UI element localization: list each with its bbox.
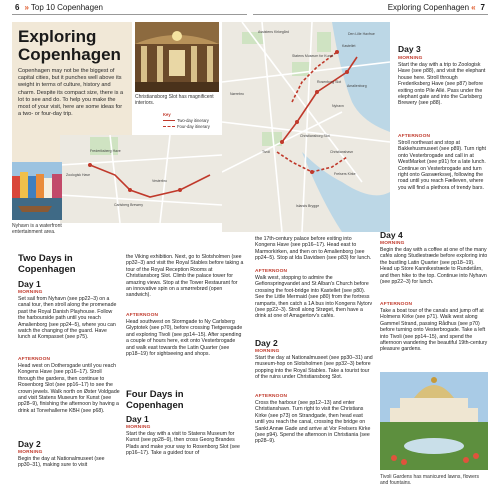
two-days-day1-morning-slot: MORNING: [18, 290, 43, 295]
legend-four-day: [163, 124, 210, 129]
two-days-day2-morning: Begin the day at Nationalmuseet (see pp30–31), making sure to visit: [18, 456, 105, 469]
chevron-double-left-icon: «: [471, 2, 476, 12]
two-days-day2-afternoon: Head southwest on Stormgade to Ny Carlsberg Glyptotek (see p70), before crossing Tietgensgade and exploring Tivoli (see pp14–15). After spending a couple of hours here, exit onto Vesterbrogade and walk east towards the Latin Quarter (see pp18–19) for sightseeing and shops.: [126, 319, 243, 358]
four-days-day2-morning-slot: MORNING: [255, 349, 280, 354]
four-days-day3-morning-slot: MORNING: [398, 56, 423, 61]
right-page-number: 7: [480, 2, 485, 12]
right-running-title: Exploring Copenhagen: [387, 2, 470, 12]
map-label-nyhavn: Nyhavn: [332, 104, 344, 108]
two-days-heading-line-2: Copenhagen: [18, 263, 76, 275]
four-days-day3-morning: Start the day with a trip to Zoologisk Have (see p88), and visit the elephant house here. Stroll through Frederiksberg Have (see p87) before exiting onto Pile Allé. Pass under the elephant gate and into the Carlsberg Brewery (see p88).: [398, 62, 486, 107]
map-label-vesterbro: Vesterbro: [152, 179, 167, 183]
christiansborg-caption: Christiansborg Slot has magnificent interiors.: [135, 94, 214, 107]
legend-four-day-label: Four-day itinerary: [177, 124, 210, 129]
legend-two-day-label: Two-day itinerary: [177, 118, 209, 123]
map-label-christianshavn: Christianshavn: [330, 150, 354, 154]
map-label-norrebro: Nørrebro: [230, 92, 245, 96]
map-label-tivoli: Tivoli: [262, 150, 271, 154]
two-days-day2-label: Day 2: [18, 439, 41, 449]
four-days-day4-afternoon: Take a boat tour of the canals and jump off at Holmens Kirke (see p71). Walk west along Gammel Strand, passing Rådhus (see p70) before turning onto Vesterbrogade. Take a left into Tivoli (see pp14–15), and spend the afternoon wandering the beautiful 19th-century pleasure gardens.: [380, 308, 488, 353]
two-days-day1-label: Day 1: [18, 279, 41, 289]
left-page-number: 6: [15, 2, 20, 12]
four-days-day1-heading: [126, 414, 149, 424]
map-label-smk: Statens Museum for Kunst: [292, 54, 334, 58]
map-label-zoo: Zoologisk Have: [66, 173, 91, 177]
map-legend: [163, 112, 210, 130]
four-days-day3-afternoon-slot: AFTERNOON: [398, 134, 431, 139]
two-days-heading: [18, 254, 118, 275]
two-days-day2-continued: the Viking exhibition. Next, go to Slotsholmen (see pp32–3) and visit the Royal Stables before taking a tour of the Royal Reception Rooms at Christiansborg Slot. Climb the palace tower for amazing views. Stop at the Tower Restaurant for an innovative spin on a smørrebrød (open sandwich).: [126, 254, 244, 299]
two-days-day1-heading: [18, 279, 41, 289]
nyhavn-photo: [12, 162, 62, 220]
map-label-carlsberg: Carlsberg Brewery: [114, 203, 143, 207]
two-days-day2-morning-slot: MORNING: [18, 450, 43, 455]
page-title-line-1: Exploring: [18, 27, 97, 46]
four-days-day1-continued: the 17th-century palace before exiting into Kongens Have (see pp16–17). Head east to Marmorkirken, and then on to Amalienborg (see pp24–5). Stop at Ida Davidsen (see p83) for lunch.: [255, 236, 372, 262]
four-days-day1-morning-slot: MORNING: [126, 425, 151, 430]
four-days-heading: [126, 390, 236, 411]
map-label-christiansborg: Christiansborg Slot: [300, 134, 330, 138]
two-days-day1-afternoon-slot: AFTERNOON: [18, 357, 51, 362]
nyhavn-caption: Nyhavn is a waterfront entertainment area.: [12, 223, 62, 236]
intro-text: Copenhagen may not be the biggest of capital cities, but it punches well above its weight in terms of culture, history and charm. Despite its compact size, there is a lot to see and do. To help you make the most of your visit, here are some ideas for a two- or four-day trip.: [18, 68, 124, 118]
map-label-amalienborg: Amalienborg: [347, 84, 367, 88]
two-days-day2-afternoon-slot: AFTERNOON: [126, 313, 159, 318]
four-days-day4-label: Day 4: [380, 230, 403, 240]
west-map: [60, 135, 222, 223]
map-label-kastellet: Kastellet: [342, 44, 356, 48]
four-days-day2-afternoon: Cross the harbour (see pp12–13) and enter Christianshavn. Turn right to visit the Christians Kirke (see p73) on Strandgade, then head east until you reach the canal, crossing the bridge on Sankt Annæ Gade and arrive at Vor Frelsers Kirke (see p94). Spend the afternoon in Christiania (see pp28–9).: [255, 400, 371, 445]
tivoli-caption: Tivoli Gardens has manicured lawns, flowers and fountains.: [380, 474, 480, 487]
four-day-line-swatch: [163, 126, 175, 127]
four-days-day2-afternoon-slot: AFTERNOON: [255, 394, 288, 399]
header-rule-right: [253, 14, 488, 15]
map-label-rosenborg: Rosenborg Slot: [317, 80, 342, 84]
four-days-heading-line-2: Copenhagen: [126, 399, 184, 411]
legend-title: Key: [163, 112, 171, 117]
four-days-day2-heading: [255, 338, 278, 348]
map-label-frederiksberg-have: Frederiksberg Have: [90, 149, 121, 153]
four-days-day1-afternoon: Walk west, stopping to admire the Gefionspringvandet and St Alban's Church before crossing the foot-bridge into Kastellet (see p80). See the Little Mermaid (see p80) from the fortress ramparts, then catch a 1A bus into Kongens Nytorv (see pp22–3). Stroll along Strøget, then have a drink at one of Amagertorv's cafés.: [255, 275, 373, 320]
four-days-day3-heading: [398, 44, 421, 54]
page-title: [18, 28, 126, 64]
map-label-frelsers: Frelsers Kirke: [334, 172, 356, 176]
four-days-day1-afternoon-slot: AFTERNOON: [255, 269, 288, 274]
four-days-day2-label: Day 2: [255, 338, 278, 348]
two-day-line-swatch: [163, 120, 175, 121]
right-page-header: [253, 0, 488, 14]
two-days-day1-morning: Set sail from Nyhavn (see pp22–3) on a canal tour, then stroll along the promenade past the Royal Danish Playhouse. Follow the harbourside path until you reach Amalienborg (see pp24–5), where you can watch the changing of the guard. Have lunch at Kompasset (see p75).: [18, 296, 117, 341]
four-days-day4-heading: [380, 230, 403, 240]
map-label-mermaid: Den Lille Havfrue: [348, 32, 375, 36]
two-days-day2-heading: [18, 439, 41, 449]
four-days-day4-morning: Begin the day with a coffee at one of the many cafés along Studiestræde before exploring into the bustling Latin Quarter (see pp18–19). Head up Store Kannikestræde to Rundetårn, and then hike to the top. Continue into Nyhavn (see pp22–3) for lunch.: [380, 247, 488, 286]
left-running-title: Top 10 Copenhagen: [30, 2, 103, 12]
four-days-day1-label: Day 1: [126, 414, 149, 424]
map-label-assistens: Assistens Kirkegård: [258, 30, 289, 34]
two-days-day1-afternoon: Head west on Dothersgade until you reach Kongens Have (see pp16–17). Stroll through the gardens, then continue to Rosenborg Slot (see pp16–17) to see the crown jewels. Walk north on Øster Voldgade and visit Statens Museum for Kunst (see pp28–9), finishing the afternoon by having a drink at Torvehallerne KBH (see p68).: [18, 363, 120, 414]
four-days-day1-morning: Start the day with a visit to Statens Museum for Kunst (see pp28–9), then cross Georg Brandes Plads and make your way to Rosenborg Slot (see pp16–17). Take a guided tour of: [126, 431, 240, 457]
four-days-day2-morning: Start the day at Nationalmuseet (see pp30–31) and museum-hop on Slotsholmen (see pp32–3) before popping into the Royal Stables. Take a tourist tour of the ruins under Christiansborg Slot.: [255, 355, 373, 381]
left-page-header: [12, 0, 247, 14]
page-title-line-2: Copenhagen: [18, 45, 121, 64]
header-rule-left: [12, 14, 247, 15]
four-days-day3-afternoon: Stroll northeast and stop at Bakkehusmuseet (see p89). Turn right onto Vesterbrogade and call in at WestMarket (see p91) for a late lunch. Continue on Vesterbrogade and turn right onto Gasværksvej, following the road until you reach Fælleven, where you will find a plethora of trendy bars.: [398, 140, 486, 191]
christiansborg-photo: [135, 22, 219, 92]
map-label-islands-brygge: Islands Brygge: [296, 204, 320, 208]
tivoli-photo: [380, 372, 488, 470]
four-days-day3-label: Day 3: [398, 44, 421, 54]
city-map: [222, 22, 390, 232]
four-days-day4-morning-slot: MORNING: [380, 241, 405, 246]
legend-two-day: [163, 118, 210, 123]
four-days-day4-afternoon-slot: AFTERNOON: [380, 302, 413, 307]
chevron-double-right-icon: »: [24, 2, 29, 12]
four-days-heading-line-1: Four Days in: [126, 389, 184, 400]
two-days-heading-line-1: Two Days in: [18, 253, 73, 264]
